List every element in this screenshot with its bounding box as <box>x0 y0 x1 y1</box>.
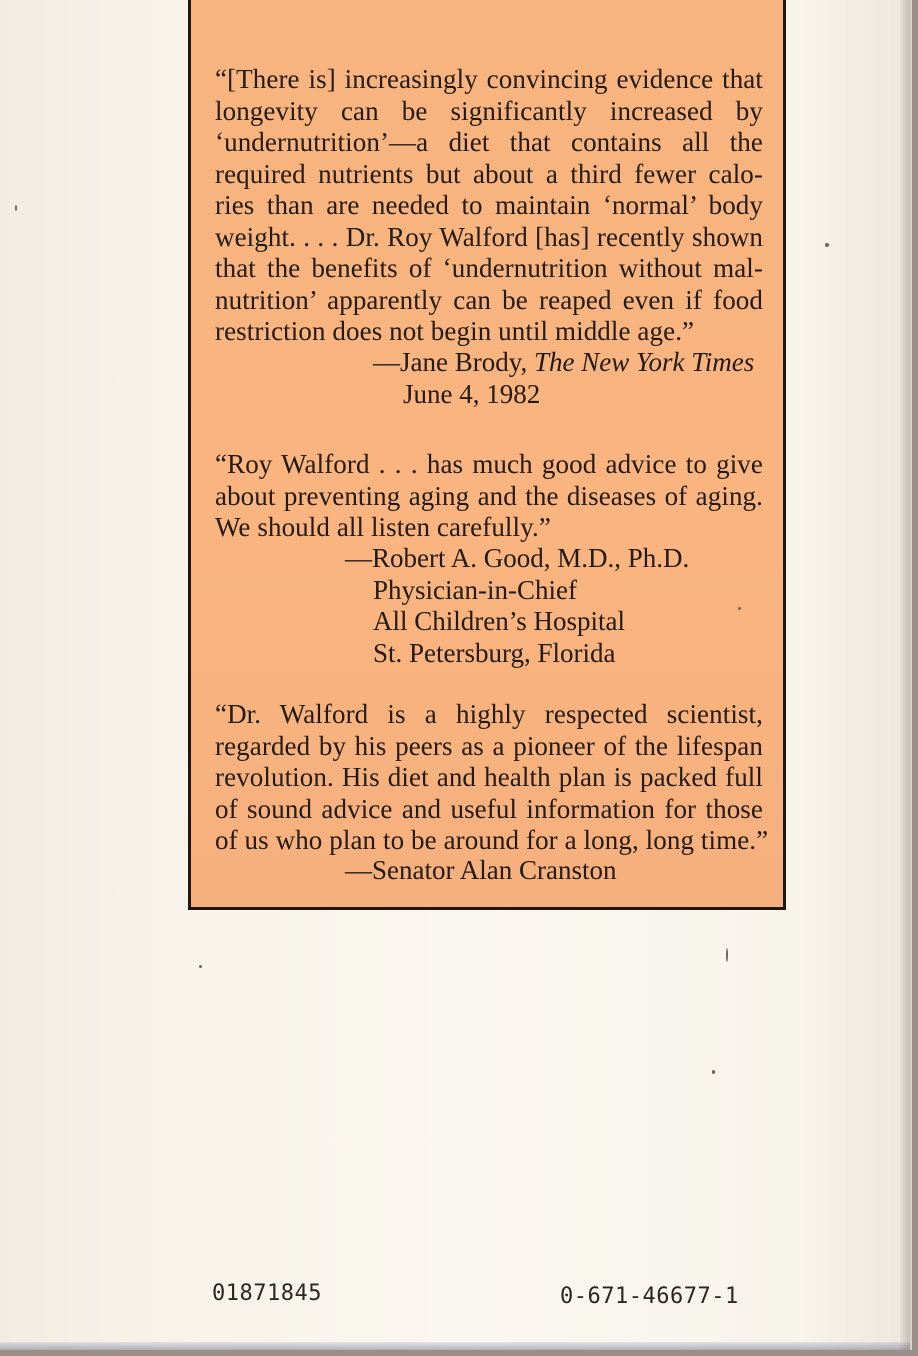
attribution-title: Physician-in-Chief <box>373 574 577 605</box>
quote-line: weight. . . . Dr. Roy Walford [has] recently shown <box>215 221 763 252</box>
isbn-number: 0-671-46677-1 <box>560 1284 739 1309</box>
attribution-name: —Jane Brody, <box>373 347 534 377</box>
quote-line: restriction does not begin until middle age.” <box>215 316 695 346</box>
attribution-name: —Senator Alan Cranston <box>345 855 617 885</box>
jacket-edge-shadow <box>900 0 910 1350</box>
paper-speck <box>738 607 741 610</box>
paper-speck <box>712 1070 715 1074</box>
paper-speck <box>726 948 728 962</box>
quote-line: required nutrients but about a third fewer calo- <box>215 158 763 189</box>
quote-1-attribution <box>373 347 754 410</box>
quote-3 <box>215 699 769 857</box>
catalog-number: 01871845 <box>212 1281 322 1306</box>
paper-speck <box>825 243 829 247</box>
quote-line: ‘undernutrition’—a diet that contains all the <box>215 127 763 157</box>
paper-speck <box>15 205 17 211</box>
quote-line: of us who plan to be around for a long, long time.” <box>215 825 769 855</box>
attribution-location: St. Petersburg, Florida <box>373 637 616 668</box>
quote-3-attribution <box>345 855 616 887</box>
quote-line: “Roy Walford . . . has much good advice to give <box>215 449 763 479</box>
quote-line: We should all listen carefully.” <box>215 512 551 542</box>
quote-line: that the benefits of ‘undernutrition without mal- <box>215 253 763 283</box>
quote-line: ries than are needed to maintain ‘normal’ body <box>215 190 763 220</box>
attribution-institution: All Children’s Hospital <box>373 606 625 636</box>
quote-line: longevity can be significantly increased by <box>215 95 763 126</box>
quote-line: “[There is] increasingly convincing evidence that <box>215 64 763 94</box>
quote-line: regarded by his peers as a pioneer of the lifespan <box>215 730 763 761</box>
quote-line: of sound advice and useful information for those <box>215 793 763 824</box>
quote-1 <box>215 64 763 348</box>
quote-2 <box>215 449 763 544</box>
attribution-name-line <box>373 347 754 379</box>
paper-speck <box>199 965 202 968</box>
quote-line: revolution. His diet and health plan is packed full <box>215 762 763 792</box>
quote-2-attribution <box>345 543 689 669</box>
attribution-date: June 4, 1982 <box>403 378 541 409</box>
quote-line: about preventing aging and the diseases of aging. <box>215 480 763 511</box>
attribution-publication: The New York Times <box>533 347 755 377</box>
quote-line: nutrition’ apparently can be reaped even if food <box>215 284 763 315</box>
quote-line: “Dr. Walford is a highly respected scientist, <box>215 699 763 729</box>
attribution-name: —Robert A. Good, M.D., Ph.D. <box>345 543 690 573</box>
quotes-panel <box>188 0 786 910</box>
jacket-bottom-edge <box>0 1342 910 1350</box>
